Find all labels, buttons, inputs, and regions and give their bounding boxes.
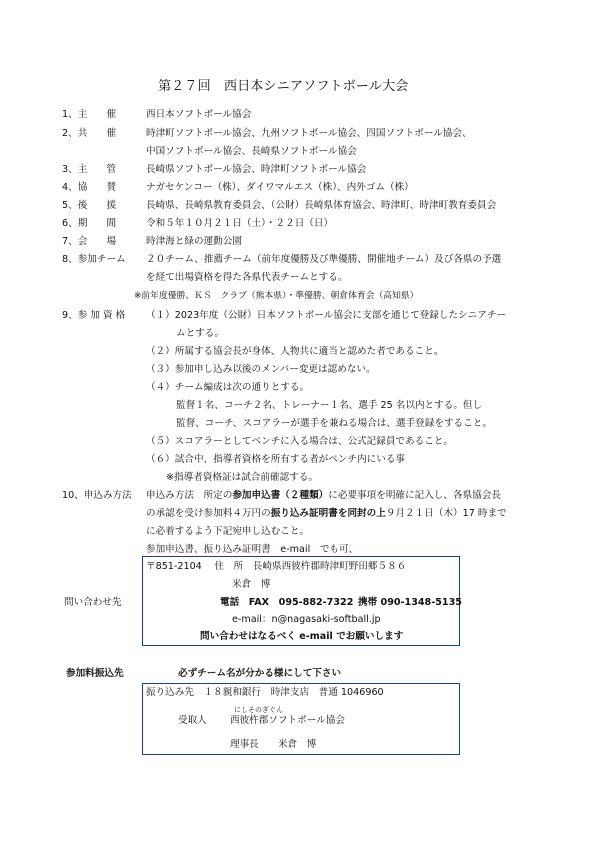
payment-recipient-label: 受取人 <box>178 715 207 726</box>
item-9-line-7: 監督、コーチ、スコアラーが選手を兼ねる場合は、選手登録をすること。 <box>176 418 492 429</box>
item-10-line-4: 参加申込書、振り込み証明書 e-mail でも可、 <box>146 544 359 555</box>
item-9-line-10: ※指導者資格証は試合前確認する。 <box>166 472 318 483</box>
payment-account: 振り込み先 １８親和銀行 時津支店 普通 1046960 <box>146 687 384 698</box>
item-9-line-8: （５）スコアラーとしてベンチに入る場合は、公式記録員であること。 <box>146 436 453 447</box>
item-4-text: ナガセケンコー（株）、ダイワマルエス（株）、内外ゴム（株） <box>146 182 414 193</box>
item-9-line-4: （３）参加申し込み以後のメンバー変更は認めない。 <box>146 364 376 375</box>
item-9-line-3: （２）所属する協会長が身体、人物共に適当と認めた者であること。 <box>146 346 444 357</box>
item-3-label: 3、主 管 <box>62 164 117 175</box>
item-7-label: 7、会 場 <box>62 236 117 247</box>
item-2-text-cont: 中国ソフトボール協会、長崎県ソフトボール協会 <box>146 146 357 157</box>
item-9-line-9: （６）試合中、指導者資格を所有する者がベンチ内にいる事 <box>146 454 406 465</box>
contact-phone-fax: 電話 FAX 095-882-7322 <box>220 597 354 608</box>
payment-chair: 理事長 米倉 博 <box>230 739 317 750</box>
item-10-line-3: に必着するよう下記宛申し込むこと。 <box>146 526 310 537</box>
item-4-label: 4、協 賛 <box>62 182 117 193</box>
contact-postal-address: 〒851-2104 住 所 長崎県西彼杵郡時津町野田郷５８６ <box>146 561 407 572</box>
contact-mobile: 携帯 090-1348-5135 <box>358 597 462 608</box>
item-8-label: 8、参加チーム <box>62 254 126 265</box>
item-5-label: 5、後 援 <box>62 200 117 211</box>
item-8-note: ※前年度優勝、ＫＳ クラブ（熊本県）・準優勝、朝倉体育会（高知県） <box>134 291 419 301</box>
payment-note: 必ずチーム名が分かる様にして下さい <box>178 668 342 679</box>
page-title: 第２７回 西日本シニアソフトボール大会 <box>158 79 409 94</box>
item-8-text-cont: を経て出場資格を得た各県代表チームとする。 <box>146 272 348 283</box>
item-1-text: 西日本ソフトボール協会 <box>146 109 252 120</box>
item-9-line-2: ムとする。 <box>176 328 224 339</box>
item-8-text: ２０チーム、推薦チーム（前年度優勝及び準優勝、開催地チーム）及び各県の予選 <box>146 254 502 265</box>
payment-recipient-ruby: にしそのぎぐん <box>234 706 283 714</box>
contact-name: 米倉 博 <box>232 579 271 590</box>
item-9-line-1: （１）2023年度（公財）日本ソフトボール協会に支部を通じて登録したシニアチー <box>146 310 507 321</box>
payment-label: 参加料振込先 <box>66 668 124 679</box>
item-7-text: 時津海と緑の運動公園 <box>146 236 242 247</box>
item-5-text: 長崎県、長崎県教育委員会、（公財）長崎県体育協会、時津町、時津町教育委員会 <box>146 200 497 211</box>
item-2-text: 時津町ソフトボール協会、九州ソフトボール協会、四国ソフトボール協会、 <box>146 128 472 139</box>
contact-note: 問い合わせはなるべく e-mail でお願いします <box>200 631 404 642</box>
item-9-label: 9、参 加 資 格 <box>62 310 126 321</box>
payment-recipient: 西彼杵郡ソフトボール協会 <box>230 715 345 726</box>
contact-email: e-mail：n@nagasaki-softball.jp <box>232 614 381 625</box>
item-6-label: 6、期 間 <box>62 218 117 229</box>
item-3-text: 長崎県ソフトボール協会、時津町ソフトボール協会 <box>146 164 367 175</box>
item-1-label: 1、主 催 <box>62 109 117 120</box>
item-9-line-5: （４）チーム編成は次の通りとする。 <box>146 382 310 393</box>
item-10-line-2: の承認を受け参加料４万円の振り込み証明書を同封の上９月２１日（木）17 時まで <box>146 508 507 519</box>
item-10-label: 10、申込み方法 <box>62 490 132 501</box>
contact-label: 問い合わせ先 <box>64 597 122 608</box>
item-10-line-1: 申込み方法 所定の参加申込書（２種類）に必要事項を明確に記入し、各県協会長 <box>146 490 501 501</box>
item-9-line-6: 監督１名、コーチ２名、トレーナー１名、選手 25 名以内とする。但し <box>176 400 483 411</box>
item-2-label: 2、共 催 <box>62 128 117 139</box>
item-6-text: 令和５年１０月２１日（土）・２２日（日） <box>146 218 334 229</box>
